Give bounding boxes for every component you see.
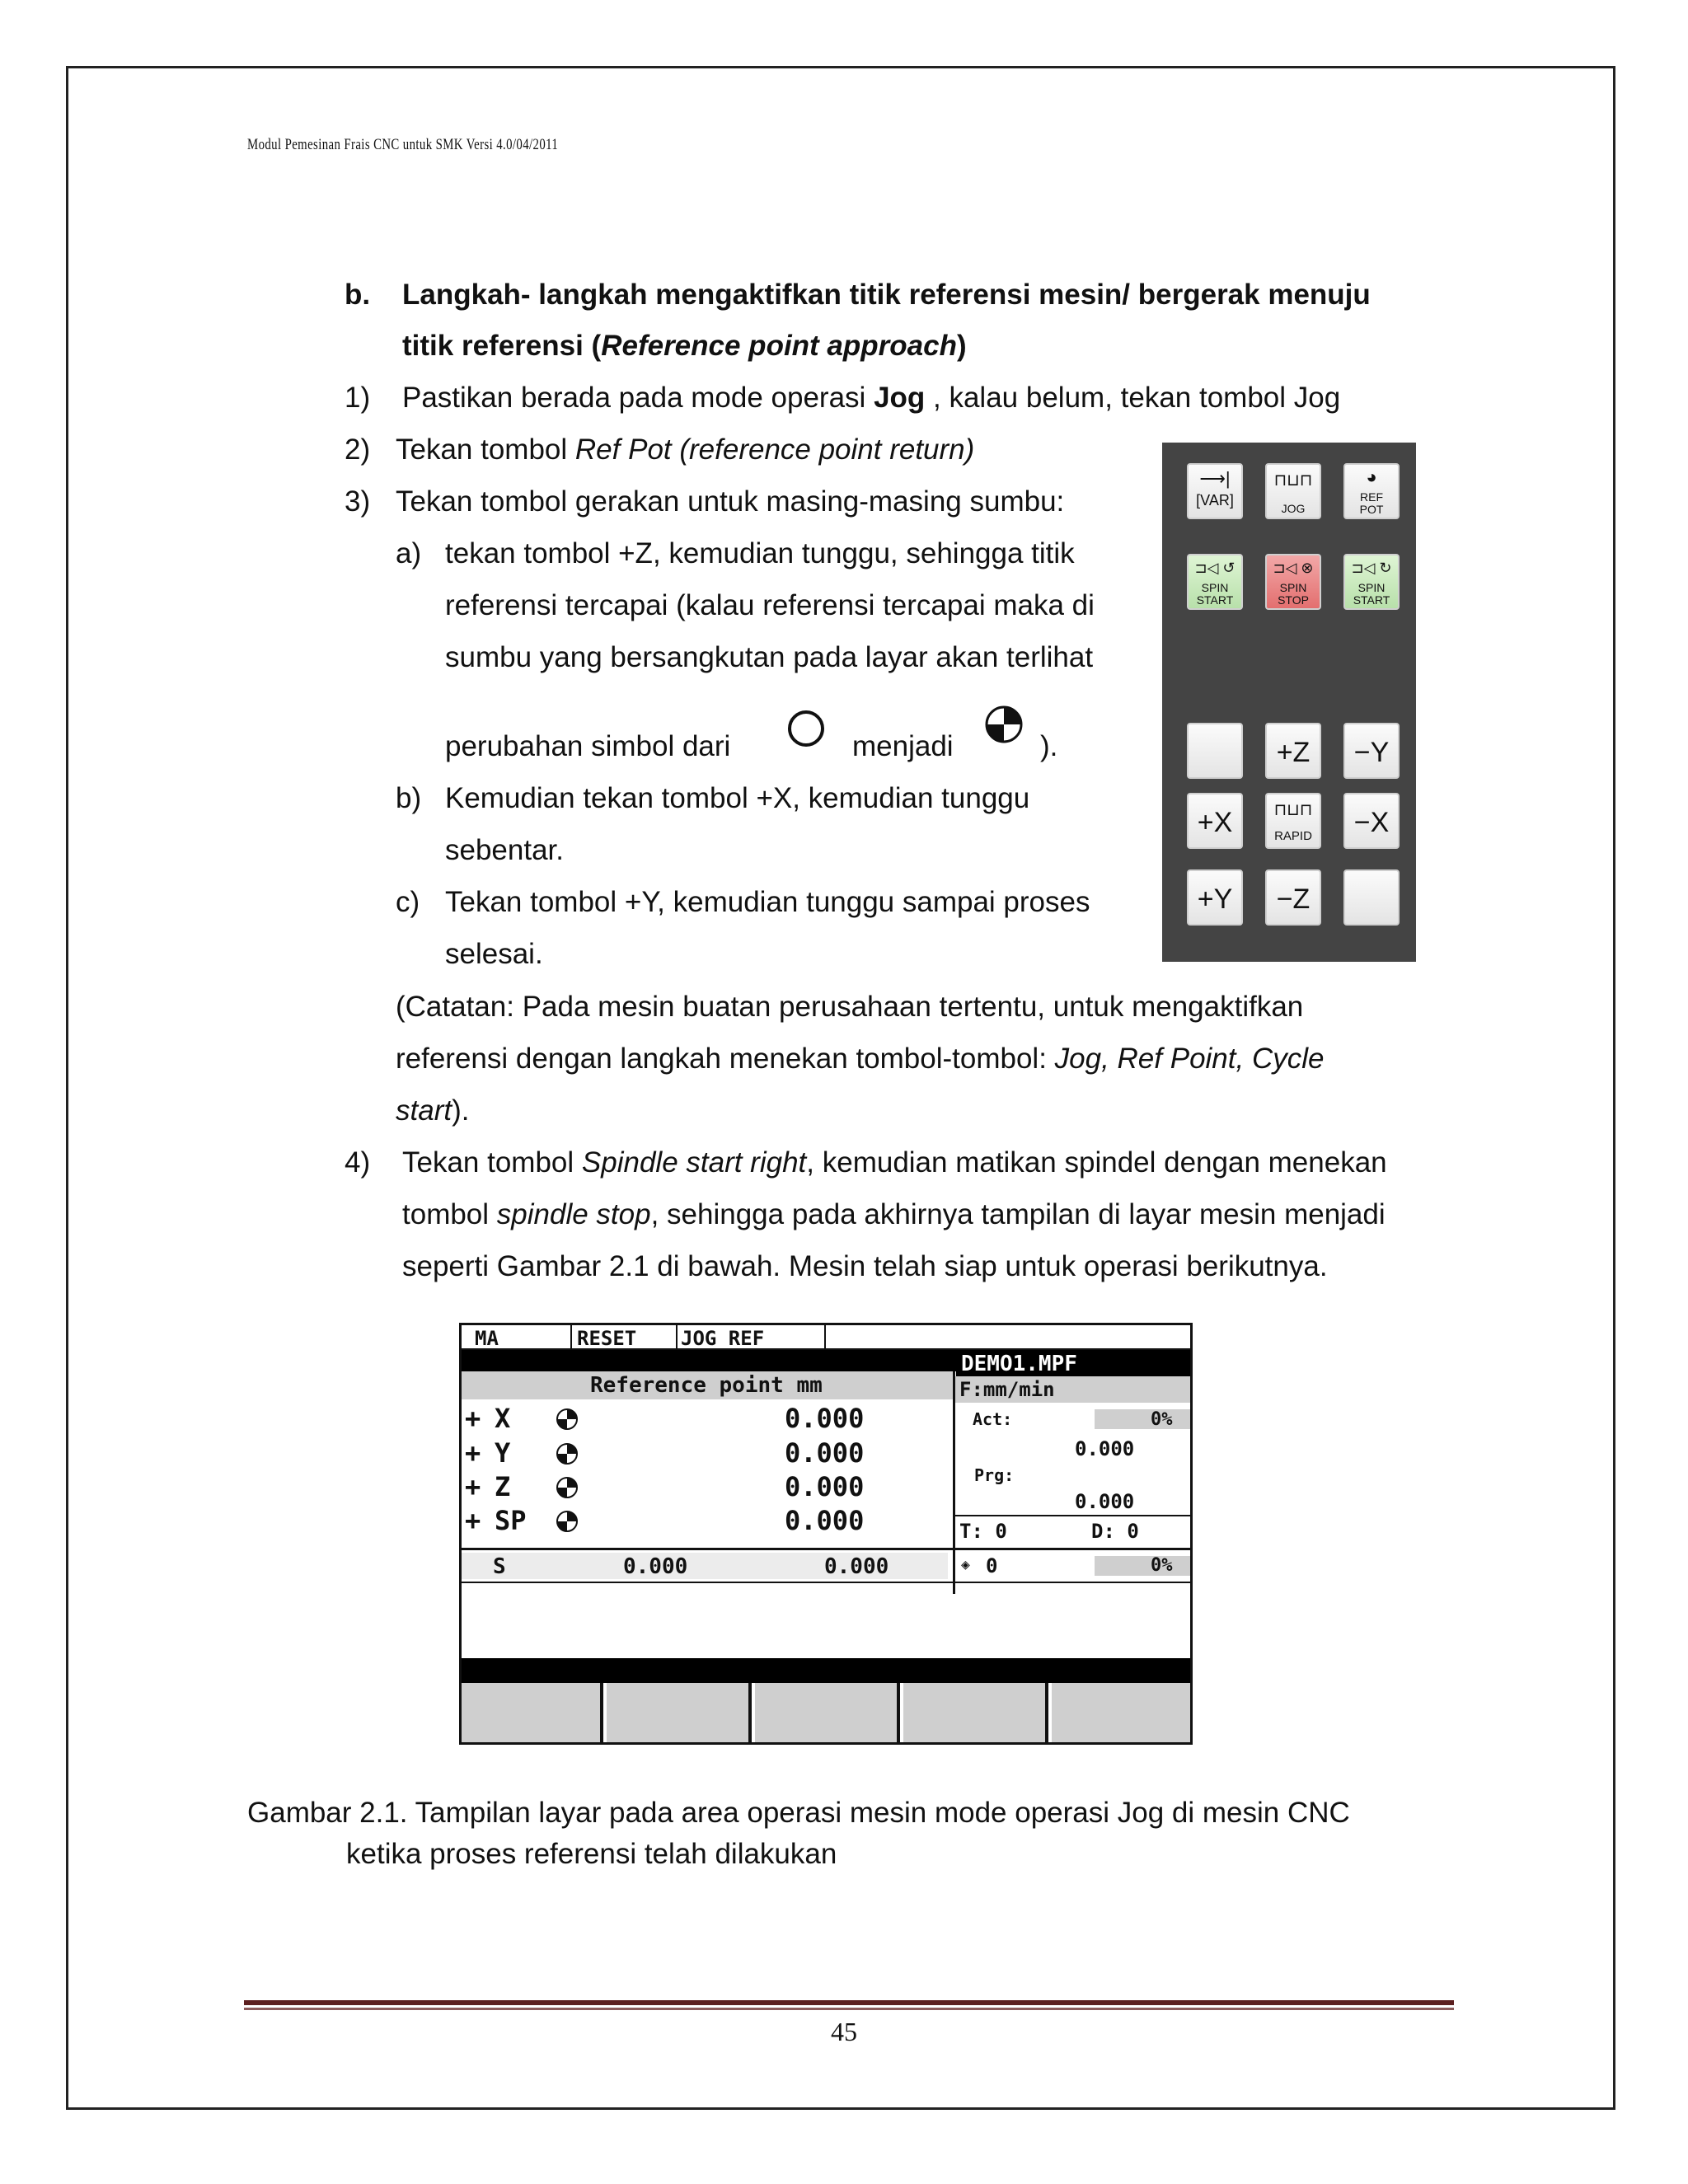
mode-label: MA bbox=[475, 1327, 499, 1350]
open-circle-symbol-icon bbox=[788, 710, 824, 747]
minus-y-label: −Y bbox=[1353, 737, 1390, 768]
spindle-label: S bbox=[493, 1554, 506, 1579]
reference-point-icon: ◕ bbox=[1366, 466, 1377, 487]
substep-a-line2: referensi tercapai (kalau referensi tercapai maka di bbox=[445, 589, 1095, 621]
jog-ref-status: JOG REF bbox=[681, 1327, 765, 1350]
axis-value: 0.000 bbox=[785, 1437, 865, 1469]
substep-b-number: b) bbox=[396, 782, 422, 814]
tool-number: T: 0 bbox=[959, 1520, 1007, 1543]
ref-pot-key[interactable] bbox=[1343, 463, 1400, 519]
spindle-override: 0 bbox=[986, 1554, 998, 1577]
substep-a-number: a) bbox=[396, 537, 422, 569]
program-name: DEMO1.MPF bbox=[961, 1352, 1077, 1376]
plus-z-key[interactable] bbox=[1265, 723, 1321, 779]
spin-label: SPIN bbox=[1279, 581, 1307, 594]
step-2-text: Tekan tombol Ref Pot (reference point return) bbox=[396, 434, 975, 466]
prg-value: 0.000 bbox=[1075, 1490, 1135, 1513]
blank-key[interactable] bbox=[1343, 869, 1400, 926]
d-number: D: 0 bbox=[1091, 1520, 1139, 1543]
axis-sign: + bbox=[465, 1471, 481, 1502]
section-title-line1: Langkah- langkah mengaktifkan titik referensi mesin/ bergerak menuju bbox=[402, 279, 1371, 311]
step-1-number: 1) bbox=[345, 382, 371, 414]
spindle-percent: 0% bbox=[1151, 1555, 1173, 1576]
spin-start-right-key[interactable] bbox=[1343, 554, 1400, 610]
divider bbox=[570, 1325, 572, 1350]
spindle-value-2: 0.000 bbox=[824, 1554, 889, 1579]
rapid-pulse-icon: ⊓⊔⊓ bbox=[1273, 801, 1313, 819]
act-value: 0.000 bbox=[1075, 1437, 1135, 1460]
act-label: Act: bbox=[973, 1409, 1013, 1429]
axis-sign: + bbox=[465, 1437, 481, 1469]
spindle-ccw-icon: ⊐◁ ↺ bbox=[1194, 560, 1236, 576]
divider bbox=[462, 1582, 1192, 1583]
plus-y-key[interactable] bbox=[1187, 869, 1243, 926]
softkey-5[interactable] bbox=[1052, 1683, 1192, 1745]
substep-a-line4-pre: perubahan simbol dari bbox=[445, 730, 731, 762]
plus-z-label: +Z bbox=[1276, 737, 1311, 768]
divider bbox=[954, 1515, 1192, 1516]
spin-label: SPIN bbox=[1357, 581, 1386, 594]
spindle-cw-icon: ⊐◁ ↻ bbox=[1351, 560, 1392, 576]
var-key[interactable] bbox=[1187, 463, 1243, 519]
reference-point-symbol-icon bbox=[983, 704, 1025, 745]
stop-label: STOP bbox=[1278, 593, 1309, 607]
rapid-key-label: RAPID bbox=[1274, 829, 1312, 843]
spin-stop-key[interactable] bbox=[1265, 554, 1321, 610]
reset-status: RESET bbox=[577, 1327, 637, 1350]
step-4-line3: seperti Gambar 2.1 di bawah. Mesin telah siap untuk operasi berikutnya. bbox=[402, 1250, 1328, 1282]
plus-x-key[interactable] bbox=[1187, 793, 1243, 849]
softkey-3[interactable] bbox=[755, 1683, 900, 1745]
machine-key-panel bbox=[1162, 443, 1416, 962]
softkey-4[interactable] bbox=[903, 1683, 1048, 1745]
act-percent: 0% bbox=[1151, 1409, 1173, 1430]
spindle-value-1: 0.000 bbox=[623, 1554, 688, 1579]
axis-value: 0.000 bbox=[785, 1471, 865, 1502]
divider bbox=[462, 1548, 1192, 1550]
axis-name: X bbox=[495, 1403, 511, 1434]
substep-a-line3: sumbu yang bersangkutan pada layar akan terlihat bbox=[445, 641, 1094, 673]
reference-reached-icon bbox=[556, 1442, 579, 1465]
spindle-percent-box bbox=[1095, 1556, 1190, 1576]
prg-label: Prg: bbox=[974, 1465, 1015, 1485]
minus-z-key[interactable] bbox=[1265, 869, 1321, 926]
jog-key[interactable] bbox=[1265, 463, 1321, 519]
reference-reached-icon bbox=[556, 1408, 579, 1431]
substep-c-number: c) bbox=[396, 886, 420, 918]
var-key-label: [VAR] bbox=[1196, 492, 1234, 509]
blank-key[interactable] bbox=[1187, 723, 1243, 779]
minus-x-key[interactable] bbox=[1343, 793, 1400, 849]
jog-key-label: JOG bbox=[1281, 502, 1306, 515]
step-4-number: 4) bbox=[345, 1146, 371, 1179]
plus-y-label: +Y bbox=[1197, 883, 1233, 915]
note-line2: referensi dengan langkah menekan tombol-tombol: Jog, Ref Point, Cycle bbox=[396, 1043, 1325, 1075]
page-number: 45 bbox=[831, 2017, 857, 2046]
axis-name: SP bbox=[495, 1505, 527, 1536]
arrow-to-bar-icon: ⟶| bbox=[1199, 468, 1231, 489]
figure-caption-line2: ketika proses referensi telah dilakukan bbox=[346, 1838, 837, 1870]
step-1-text: Pastikan berada pada mode operasi Jog , kalau belum, tekan tombol Jog bbox=[402, 382, 1341, 414]
axis-name: Z bbox=[495, 1471, 511, 1502]
minus-x-label: −X bbox=[1353, 807, 1390, 838]
ref-key-label: REF bbox=[1360, 490, 1383, 504]
reference-reached-icon bbox=[556, 1510, 579, 1533]
substep-a-line1: tekan tombol +Z, kemudian tunggu, sehingga titik bbox=[445, 537, 1075, 569]
substep-c-line1: Tekan tombol +Y, kemudian tunggu sampai proses bbox=[445, 886, 1090, 918]
pot-key-label: POT bbox=[1359, 503, 1384, 516]
softkey-2[interactable] bbox=[607, 1683, 752, 1745]
minus-y-key[interactable] bbox=[1343, 723, 1400, 779]
step-4-line2: tombol spindle stop, sehingga pada akhirnya tampilan di layar mesin menjadi bbox=[402, 1198, 1386, 1230]
substep-a-line4-mid: menjadi bbox=[852, 730, 954, 762]
figure-caption-line1: Gambar 2.1. Tampilan layar pada area operasi mesin mode operasi Jog di mesin CNC bbox=[247, 1797, 1350, 1829]
substep-a-line4-post: ). bbox=[1040, 730, 1058, 762]
substep-c-line2: selesai. bbox=[445, 938, 543, 970]
substep-b-line1: Kemudian tekan tombol +X, kemudian tunggu bbox=[445, 782, 1030, 814]
start-label: START bbox=[1353, 593, 1390, 607]
section-marker: b. bbox=[345, 279, 371, 311]
minus-z-label: −Z bbox=[1276, 883, 1311, 915]
step-3-text: Tekan tombol gerakan untuk masing-masing sumbu: bbox=[396, 485, 1065, 518]
jog-pulse-icon: ⊓⊔⊓ bbox=[1273, 471, 1313, 490]
axis-sign: + bbox=[465, 1505, 481, 1536]
spindle-icon: ◈ bbox=[961, 1556, 970, 1573]
divider bbox=[824, 1325, 826, 1350]
act-percent-box bbox=[1095, 1409, 1190, 1429]
axis-name: Y bbox=[495, 1437, 511, 1469]
axis-value: 0.000 bbox=[785, 1505, 865, 1536]
reference-reached-icon bbox=[556, 1476, 579, 1499]
axis-sign: + bbox=[465, 1403, 481, 1434]
axis-value: 0.000 bbox=[785, 1403, 865, 1434]
running-header: Modul Pemesinan Frais CNC untuk SMK Versi 4.0/04/2011 bbox=[247, 136, 559, 153]
spin-label: SPIN bbox=[1201, 581, 1229, 594]
note-line1: (Catatan: Pada mesin buatan perusahaan tertentu, untuk mengaktifkan bbox=[396, 991, 1304, 1023]
footer-rule-thin bbox=[244, 2008, 1454, 2010]
black-band bbox=[462, 1350, 956, 1371]
step-3-number: 3) bbox=[345, 485, 371, 518]
softkey-1[interactable] bbox=[462, 1683, 603, 1745]
step-4-line1: Tekan tombol Spindle start right, kemudian matikan spindel dengan menekan bbox=[402, 1146, 1387, 1179]
plus-x-label: +X bbox=[1197, 807, 1233, 838]
rapid-key[interactable] bbox=[1265, 793, 1321, 849]
feed-unit: F:mm/min bbox=[959, 1378, 1055, 1401]
note-line3: start). bbox=[396, 1094, 470, 1127]
cnc-screen bbox=[459, 1323, 1193, 1745]
start-label: START bbox=[1196, 593, 1234, 607]
spin-start-left-key[interactable] bbox=[1187, 554, 1243, 610]
reference-title: Reference point mm bbox=[590, 1373, 823, 1398]
section-title-line2: titik referensi (Reference point approach) bbox=[402, 330, 967, 362]
substep-b-line2: sebentar. bbox=[445, 834, 564, 866]
divider bbox=[676, 1325, 678, 1350]
message-bar bbox=[462, 1658, 1192, 1683]
divider bbox=[953, 1371, 955, 1594]
footer-rule bbox=[244, 2000, 1454, 2005]
spindle-stop-icon: ⊐◁ ⊗ bbox=[1273, 560, 1314, 576]
step-2-number: 2) bbox=[345, 434, 371, 466]
